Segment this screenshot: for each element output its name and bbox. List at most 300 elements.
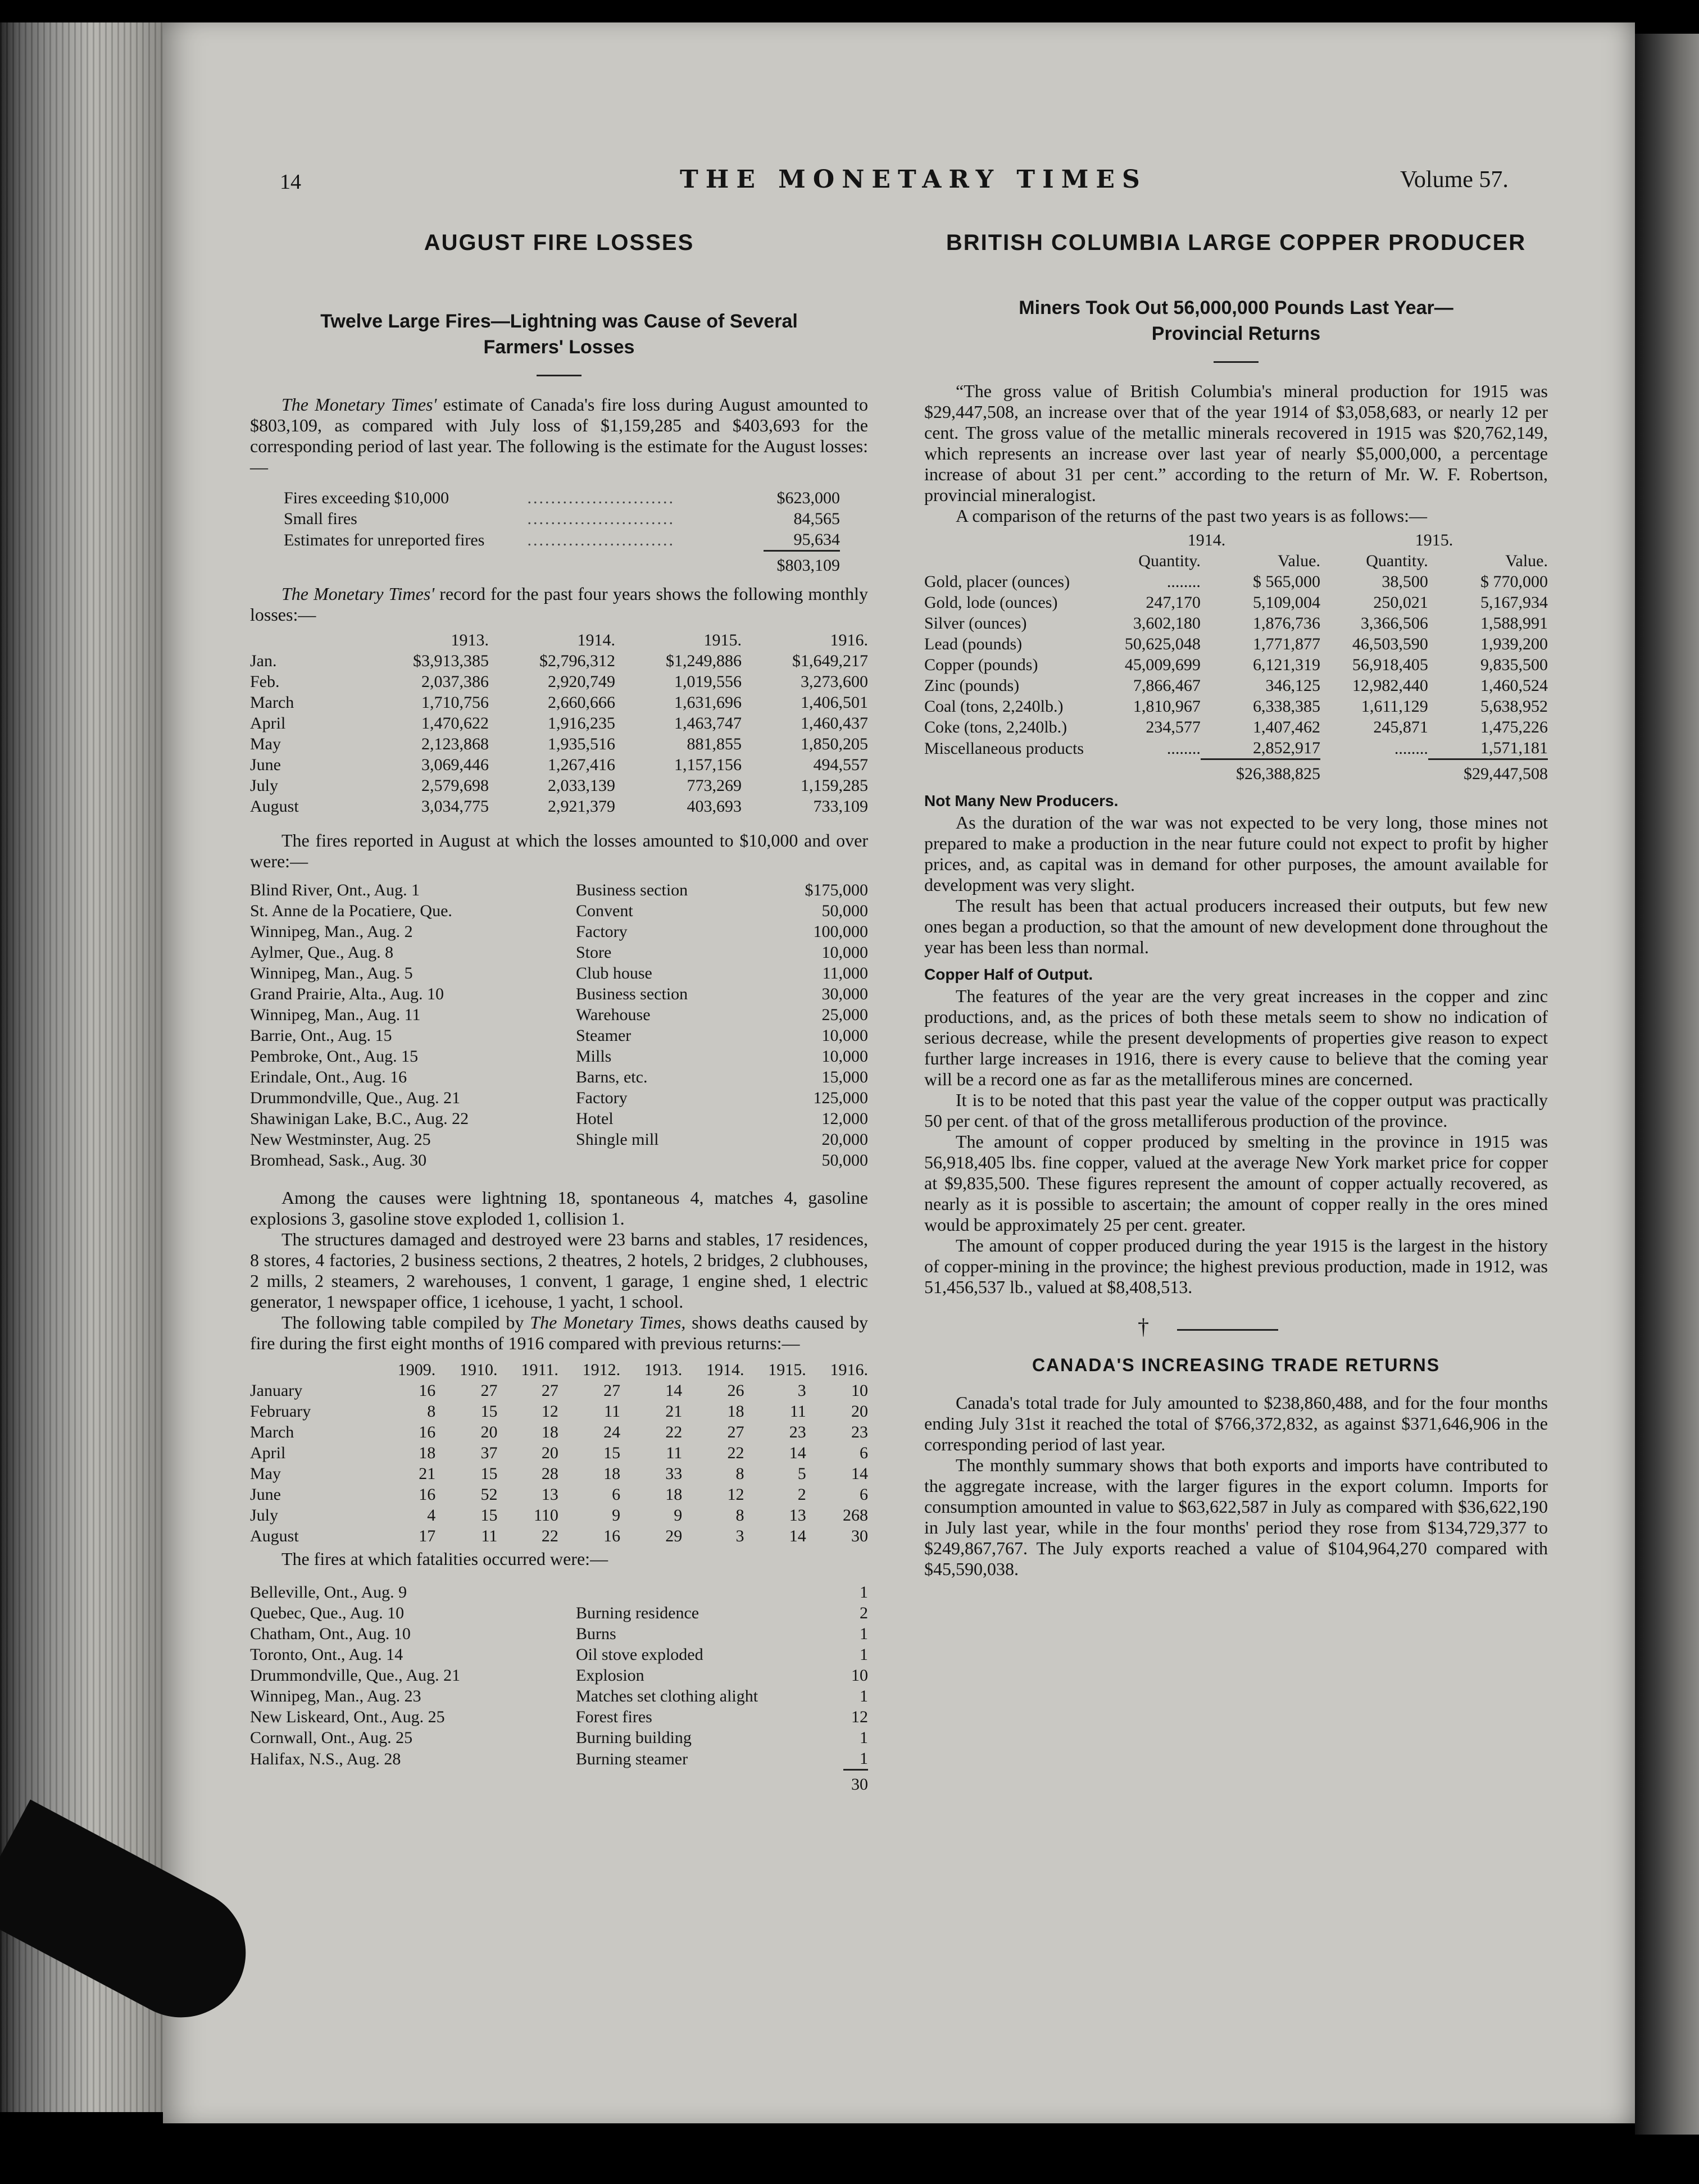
fatal-fire-row (250, 1623, 868, 1644)
death-count: 22 (665, 1423, 683, 1441)
month-label: August (250, 797, 299, 816)
subtitle-line-1: Twelve Large Fires—Lightning was Cause of Several (320, 311, 798, 332)
loss-value: 733,109 (813, 797, 868, 816)
death-count: 6 (860, 1485, 868, 1504)
mineral-value: 1,588,991 (1480, 614, 1548, 633)
monthly-row (250, 734, 868, 754)
mineral-name: Copper (pounds) (924, 656, 1038, 674)
loss-value: 2,037,386 (421, 672, 489, 691)
month-label: August (250, 1527, 299, 1545)
record-paragraph (250, 584, 868, 625)
article-title-fire-losses: AUGUST FIRE LOSSES (424, 230, 694, 255)
fatal-deaths: 1 (860, 1625, 868, 1643)
fatal-deaths: 1 (860, 1687, 868, 1705)
mineral-row (924, 738, 1548, 759)
bc-paragraph-4: The result has been that actual producers increased their outputs, but few new ones began a production, so that the amount of new development done throughout the year has been less than normal. (924, 895, 1548, 957)
mineral-value: 5,167,934 (1480, 593, 1548, 612)
blank-cell (528, 551, 764, 576)
mineral-row (924, 654, 1548, 675)
mineral-value: $ 565,000 (1252, 572, 1320, 591)
mineral-value: 245,871 (1373, 718, 1428, 736)
death-count: 28 (541, 1464, 558, 1483)
death-count: 9 (674, 1506, 683, 1525)
mineral-value: 9,835,500 (1480, 656, 1548, 674)
estimate-table (284, 488, 840, 576)
blank-cell (284, 551, 528, 576)
blank-cell (924, 759, 1093, 785)
mineral-row (924, 675, 1548, 696)
article-title-bc-copper: BRITISH COLUMBIA LARGE COPPER PRODUCER (946, 230, 1527, 255)
fatal-deaths: 1 (860, 1728, 868, 1747)
book-page-edges (0, 22, 169, 2112)
fire-place: Barrie, Ont., Aug. 15 (250, 1026, 392, 1045)
mineral-name: Lead (pounds) (924, 635, 1023, 653)
fatal-deaths: 2 (860, 1604, 868, 1622)
fatal-cause (576, 1582, 843, 1603)
mineral-row (924, 613, 1548, 634)
monthly-row (250, 775, 868, 796)
deaths-row (250, 1505, 868, 1526)
fire-loss: 50,000 (821, 1151, 868, 1170)
death-count: 8 (735, 1506, 744, 1525)
mineral-row (924, 696, 1548, 717)
mineral-value: 1,571,181 (1480, 739, 1548, 757)
fatal-cause: Oil stove exploded (576, 1645, 703, 1664)
fire-place: Grand Prairie, Alta., Aug. 10 (250, 985, 444, 1003)
large-fire-row (250, 921, 868, 942)
year-header: 1912. (582, 1361, 621, 1379)
bc-paragraph-3: As the duration of the war was not expected to be very long, those mines not prepared to make a production in the near future could not expect to profit by higher prices, and, as capital was in demand for other purposes, the amount available for development was very slight. (924, 812, 1548, 895)
estimate-label: Estimates for unreported fires (284, 530, 485, 549)
death-count: 12 (541, 1402, 558, 1421)
loss-value: 2,660,666 (548, 693, 615, 712)
blank-cell (250, 1770, 576, 1795)
death-count: 18 (603, 1464, 621, 1483)
year-1915: 1915. (1415, 531, 1453, 549)
fatal-place: Quebec, Que., Aug. 10 (250, 1604, 405, 1622)
month-label: May (250, 1464, 281, 1483)
bc-paragraph-6: It is to be noted that this past year the value of the copper output was practically 50 per cent. of that of the gross metalliferous production of the province. (924, 1090, 1548, 1131)
loss-value: 3,273,600 (801, 672, 868, 691)
mineral-production-table (924, 530, 1548, 784)
estimate-row (284, 488, 840, 508)
fire-loss: 50,000 (821, 902, 868, 920)
subtitle-line-2: Farmers' Losses (483, 336, 635, 358)
fatal-fire-row (250, 1727, 868, 1748)
minerals-total-row (924, 759, 1548, 785)
fire-loss: 11,000 (822, 964, 868, 982)
year-header: 1913. (644, 1361, 683, 1379)
mineral-value: 1,939,200 (1480, 635, 1548, 653)
fires-intro: The fires reported in August at which the losses amounted to $10,000 and over were:— (250, 830, 868, 871)
death-count: 9 (612, 1506, 621, 1525)
deaths-intro-b: shows deaths caused by fire during the first eight months of 1916 compared with previous returns:— (250, 1312, 869, 1353)
death-count: 23 (789, 1423, 806, 1441)
mineral-value: 346,125 (1265, 676, 1320, 695)
fatal-cause: Burning residence (576, 1604, 699, 1622)
deaths-row (250, 1380, 868, 1401)
mineral-value: ........ (1394, 739, 1428, 758)
fatal-deaths: 1 (860, 1583, 868, 1601)
year-header: 1916. (830, 631, 868, 649)
mineral-value: 45,009,699 (1124, 656, 1201, 674)
fire-kind: Hotel (576, 1109, 614, 1128)
fire-loss: 125,000 (813, 1089, 868, 1107)
estimate-total: $803,109 (764, 551, 840, 576)
month-label: May (250, 735, 281, 753)
fire-place: St. Anne de la Pocatiere, Que. (250, 902, 452, 920)
death-count: 33 (665, 1464, 683, 1483)
blank-cell (250, 1359, 374, 1380)
death-count: 15 (480, 1464, 498, 1483)
fire-place: Shawinigan Lake, B.C., Aug. 22 (250, 1109, 469, 1128)
deaths-row (250, 1443, 868, 1463)
mineral-value: 234,577 (1146, 718, 1201, 736)
minerals-header-row (924, 550, 1548, 571)
fire-kind: Business section (576, 881, 688, 899)
fatal-fire-row (250, 1582, 868, 1603)
article-title-trade-returns: CANADA'S INCREASING TRADE RETURNS (1032, 1355, 1441, 1375)
fatal-cause: Burns (576, 1625, 616, 1643)
loss-value: 494,557 (813, 756, 868, 774)
death-count: 20 (541, 1444, 558, 1462)
death-count: 14 (665, 1381, 683, 1400)
month-label: April (250, 1444, 286, 1462)
large-fire-row (250, 880, 868, 900)
month-label: March (250, 1423, 294, 1441)
title-rule (1214, 361, 1259, 363)
mineral-row (924, 592, 1548, 613)
month-label: July (250, 1506, 279, 1525)
loss-value: $1,649,217 (792, 652, 868, 670)
deaths-row (250, 1422, 868, 1443)
fire-loss: 12,000 (821, 1109, 868, 1128)
death-count: 18 (727, 1402, 744, 1421)
mineral-value: $ 770,000 (1480, 572, 1548, 591)
year-1914: 1914. (1187, 531, 1226, 549)
fire-place: Winnipeg, Man., Aug. 11 (250, 1005, 421, 1024)
article-divider (924, 1313, 1548, 1347)
fire-kind: Barns, etc. (576, 1068, 648, 1086)
fire-loss: 30,000 (821, 985, 868, 1003)
fire-loss: 100,000 (813, 922, 868, 941)
mineral-name: Silver (ounces) (924, 614, 1027, 633)
fire-place: Aylmer, Que., Aug. 8 (250, 943, 394, 962)
fire-loss: 10,000 (821, 1026, 868, 1045)
deaths-row (250, 1463, 868, 1484)
loss-value: 881,855 (687, 735, 742, 753)
death-count: 12 (727, 1485, 744, 1504)
loss-value: $1,249,886 (666, 652, 742, 670)
fatal-cause: Forest fires (576, 1708, 652, 1726)
blank-cell (924, 530, 1093, 550)
column-header: Quantity. (1366, 552, 1428, 570)
month-label: June (250, 756, 281, 774)
fatal-place: Cornwall, Ont., Aug. 25 (250, 1728, 413, 1747)
fire-loss: 15,000 (821, 1068, 868, 1086)
loss-value: 1,850,205 (801, 735, 868, 753)
loss-value: 1,019,556 (674, 672, 742, 691)
year-header: 1910. (459, 1361, 498, 1379)
monthly-header-row (250, 630, 868, 650)
large-fire-row (250, 984, 868, 1004)
mineral-name: Miscellaneous products (924, 739, 1084, 758)
fatal-fire-row (250, 1603, 868, 1623)
fire-kind: Store (576, 943, 612, 962)
year-header: 1915. (768, 1361, 806, 1379)
fire-kind: Factory (576, 1089, 628, 1107)
fire-kind: Factory (576, 922, 628, 941)
large-fire-row (250, 1046, 868, 1067)
fatal-fire-row (250, 1686, 868, 1707)
death-count: 15 (480, 1402, 498, 1421)
death-count: 14 (851, 1464, 868, 1483)
total-1915: $29,447,508 (1428, 759, 1548, 785)
death-count: 20 (851, 1402, 868, 1421)
death-count: 14 (789, 1444, 806, 1462)
fatal-place: Halifax, N.S., Aug. 28 (250, 1749, 401, 1768)
mineral-value: 1,810,967 (1133, 697, 1201, 716)
mineral-name: Gold, placer (ounces) (924, 572, 1070, 591)
loss-value: 2,579,698 (421, 776, 489, 795)
fatal-fire-row (250, 1665, 868, 1686)
divider-rule (1177, 1329, 1278, 1331)
mineral-value: ........ (1166, 572, 1201, 591)
monthly-row (250, 754, 868, 775)
death-count: 23 (851, 1423, 868, 1441)
fatal-fires-table (250, 1582, 868, 1795)
heading-copper-half-of-output: Copper Half of Output. (924, 966, 1093, 983)
large-fire-row (250, 1108, 868, 1129)
monthly-losses-table (250, 630, 868, 817)
death-count: 15 (480, 1506, 498, 1525)
loss-value: 2,920,749 (548, 672, 615, 691)
mineral-name: Coke (tons, 2,240lb.) (924, 718, 1067, 736)
trade-paragraph-1: Canada's total trade for July amounted to $238,860,488, and for the four months ending July 31st it reached the total of $766,372,832, as against $371,646,906 in the corresponding period of last year. (924, 1393, 1548, 1454)
estimate-label: Small fires (284, 509, 357, 528)
fatal-place: Toronto, Ont., Aug. 14 (250, 1645, 403, 1664)
mineral-value: 1,771,877 (1252, 635, 1320, 653)
causes-paragraph: Among the causes were lightning 18, spontaneous 4, matches 4, gasoline explosions 3, gasoline stove exploded 1, collision 1. (250, 1187, 868, 1229)
death-count: 11 (604, 1402, 621, 1421)
intro-text: estimate of Canada's fire loss during August amounted to $803,109, as compared with July loss of $1,159,285 and $403,693 for the corresponding period of last year. The following is the estimate for the August losses:— (250, 394, 869, 477)
mineral-value: 250,021 (1373, 593, 1428, 612)
title-rule (537, 375, 582, 376)
fatal-cause: Explosion (576, 1666, 644, 1685)
year-header: 1915. (703, 631, 742, 649)
volume-label: Volume 57. (1400, 167, 1509, 193)
estimate-label: Fires exceeding $10,000 (284, 489, 449, 507)
fatal-fire-row (250, 1644, 868, 1665)
mineral-value: 1,460,524 (1480, 676, 1548, 695)
fatal-cause: Burning steamer (576, 1749, 688, 1768)
blank-cell (576, 1770, 843, 1795)
page-number: 14 (280, 170, 301, 194)
death-count: 18 (419, 1444, 436, 1462)
death-count: 268 (843, 1506, 868, 1525)
mineral-value: 247,170 (1146, 593, 1201, 612)
death-count: 29 (665, 1527, 683, 1545)
fatal-place: New Liskeard, Ont., Aug. 25 (250, 1708, 445, 1726)
loss-value: 2,033,139 (548, 776, 615, 795)
mineral-name: Gold, lode (ounces) (924, 593, 1058, 612)
fatal-fire-row (250, 1707, 868, 1727)
monthly-row (250, 692, 868, 713)
death-count: 22 (541, 1527, 558, 1545)
fatal-fire-row (250, 1748, 868, 1770)
loss-value: 1,710,756 (421, 693, 489, 712)
estimate-value: $623,000 (776, 489, 840, 507)
mineral-name: Coal (tons, 2,240lb.) (924, 697, 1064, 716)
fire-place: Bromhead, Sask., Aug. 30 (250, 1151, 427, 1170)
death-count: 21 (419, 1464, 436, 1483)
estimate-value: 95,634 (793, 530, 840, 549)
fatal-place: Chatham, Ont., Aug. 10 (250, 1625, 411, 1643)
death-count: 16 (419, 1423, 436, 1441)
death-count: 11 (666, 1444, 683, 1462)
column-header: Quantity. (1138, 552, 1201, 570)
loss-value: 1,267,416 (548, 756, 615, 774)
mineral-value: 3,602,180 (1133, 614, 1201, 633)
article-subtitle-bc-copper (924, 295, 1548, 347)
running-title: THE MONETARY TIMES (680, 165, 1147, 194)
mineral-value: 50,625,048 (1124, 635, 1201, 653)
subtitle-line-1: Miners Took Out 56,000,000 Pounds Last Year— (1019, 297, 1453, 319)
mineral-row (924, 634, 1548, 654)
month-label: July (250, 776, 279, 795)
death-count: 14 (789, 1527, 806, 1545)
month-label: February (250, 1402, 311, 1421)
year-header: 1911. (521, 1361, 558, 1379)
right-column (924, 230, 1548, 1580)
death-count: 16 (603, 1527, 621, 1545)
monthly-row (250, 650, 868, 671)
blank-cell (250, 630, 362, 650)
year-header: 1916. (830, 1361, 868, 1379)
bc-paragraph-7: The amount of copper produced by smelting in the province in 1915 was 56,918,405 lbs. fine copper, valued at the average New York market price for copper at $9,835,500. These figures represent the amount of copper actually recovered, as nearly as it is possible to ascertain; the amount of copper really in the ores mined would be approximately 25 per cent. greater. (924, 1131, 1548, 1235)
mineral-value: 1,407,462 (1252, 718, 1320, 736)
monthly-row (250, 671, 868, 692)
large-fire-row (250, 1129, 868, 1150)
fire-place: Erindale, Ont., Aug. 16 (250, 1068, 407, 1086)
mineral-value: 1,475,226 (1480, 718, 1548, 736)
leader-dots: ......................... (527, 489, 675, 507)
loss-value: 1,935,516 (548, 735, 615, 753)
fire-loss: 10,000 (821, 943, 868, 962)
divider-dagger-glyph: † (1138, 1314, 1149, 1339)
mineral-value: 3,366,506 (1360, 614, 1428, 633)
fire-kind: Business section (576, 985, 688, 1003)
fire-loss: 25,000 (821, 1005, 868, 1024)
estimate-value: 84,565 (793, 509, 840, 528)
deaths-intro-a: The following table compiled by (281, 1312, 530, 1332)
record-italic: The Monetary Times' (281, 584, 435, 604)
fatal-deaths: 1 (860, 1645, 868, 1664)
death-count: 5 (797, 1464, 806, 1483)
loss-value: 1,157,156 (674, 756, 742, 774)
large-fire-row (250, 1088, 868, 1108)
large-fire-row (250, 1150, 868, 1171)
loss-value: 773,269 (687, 776, 742, 795)
monthly-row (250, 713, 868, 734)
estimate-total-row (284, 551, 840, 576)
fire-kind: Shingle mill (576, 1130, 659, 1149)
month-label: Feb. (250, 672, 280, 691)
fatal-total-row (250, 1770, 868, 1795)
monthly-row (250, 796, 868, 817)
death-count: 27 (727, 1423, 744, 1441)
month-label: March (250, 693, 294, 712)
estimate-row (284, 508, 840, 529)
minerals-year-row (924, 530, 1548, 550)
fire-place: Pembroke, Ont., Aug. 15 (250, 1047, 419, 1066)
death-count: 30 (851, 1527, 868, 1545)
death-count: 15 (603, 1444, 621, 1462)
large-fire-row (250, 1025, 868, 1046)
large-fire-row (250, 900, 868, 921)
death-count: 21 (665, 1402, 683, 1421)
loss-value: $3,913,385 (413, 652, 489, 670)
fatal-place: Drummondville, Que., Aug. 21 (250, 1666, 461, 1685)
death-count: 27 (603, 1381, 621, 1400)
loss-value: 1,406,501 (801, 693, 868, 712)
death-count: 3 (797, 1381, 806, 1400)
mineral-value: ........ (1166, 739, 1201, 758)
large-fire-row (250, 1067, 868, 1088)
loss-value: 1,460,437 (801, 714, 868, 732)
fatal-total: 30 (843, 1770, 868, 1795)
loss-value: 1,470,622 (421, 714, 489, 732)
fire-place: Winnipeg, Man., Aug. 2 (250, 922, 413, 941)
deaths-row (250, 1526, 868, 1546)
death-count: 6 (612, 1485, 621, 1504)
fire-kind: Steamer (576, 1026, 632, 1045)
month-label: June (250, 1485, 281, 1504)
death-count: 2 (797, 1485, 806, 1504)
loss-value: $2,796,312 (539, 652, 615, 670)
death-count: 11 (481, 1527, 498, 1545)
mineral-row (924, 571, 1548, 592)
month-label: April (250, 714, 286, 732)
mineral-value: 1,611,129 (1361, 697, 1428, 716)
mineral-value: 38,500 (1382, 572, 1428, 591)
fire-kind (576, 1150, 762, 1171)
death-count: 8 (427, 1402, 436, 1421)
mineral-value: 5,109,004 (1252, 593, 1320, 612)
fatal-deaths: 10 (851, 1666, 868, 1685)
fatal-place: Belleville, Ont., Aug. 9 (250, 1583, 407, 1601)
bc-paragraph-2: A comparison of the returns of the past two years is as follows:— (956, 506, 1427, 526)
mineral-value: 1,876,736 (1252, 614, 1320, 633)
column-header: Value. (1505, 552, 1548, 570)
record-text: record for the past four years shows the following monthly losses:— (250, 584, 869, 625)
year-header: 1909. (397, 1361, 436, 1379)
mineral-value: 7,866,467 (1133, 676, 1201, 695)
heading-not-many-new-producers: Not Many New Producers. (924, 792, 1119, 809)
death-count: 10 (851, 1381, 868, 1400)
death-count: 13 (789, 1506, 806, 1525)
fatal-intro: The fires at which fatalities occurred were:— (281, 1549, 608, 1569)
mineral-name: Zinc (pounds) (924, 676, 1020, 695)
year-header: 1914. (706, 1361, 744, 1379)
deaths-row (250, 1401, 868, 1422)
mineral-row (924, 717, 1548, 738)
large-fires-table (250, 880, 868, 1171)
mineral-value: 46,503,590 (1352, 635, 1428, 653)
structures-paragraph: The structures damaged and destroyed were 23 barns and stables, 17 residences, 8 stores, 4 factories, 2 business sections, 2 theatres, 2 hotels, 2 bridges, 2 clubhouses, 2 mills, 2 steamers, 2 warehouses, 1 convent, 1 garage, 1 engine shed, 1 electric generator, 1 newspaper office, 1 icehouse, 1 yacht, 1 school. (250, 1229, 868, 1312)
loss-value: 1,463,747 (674, 714, 742, 732)
loss-value: 1,159,285 (801, 776, 868, 795)
